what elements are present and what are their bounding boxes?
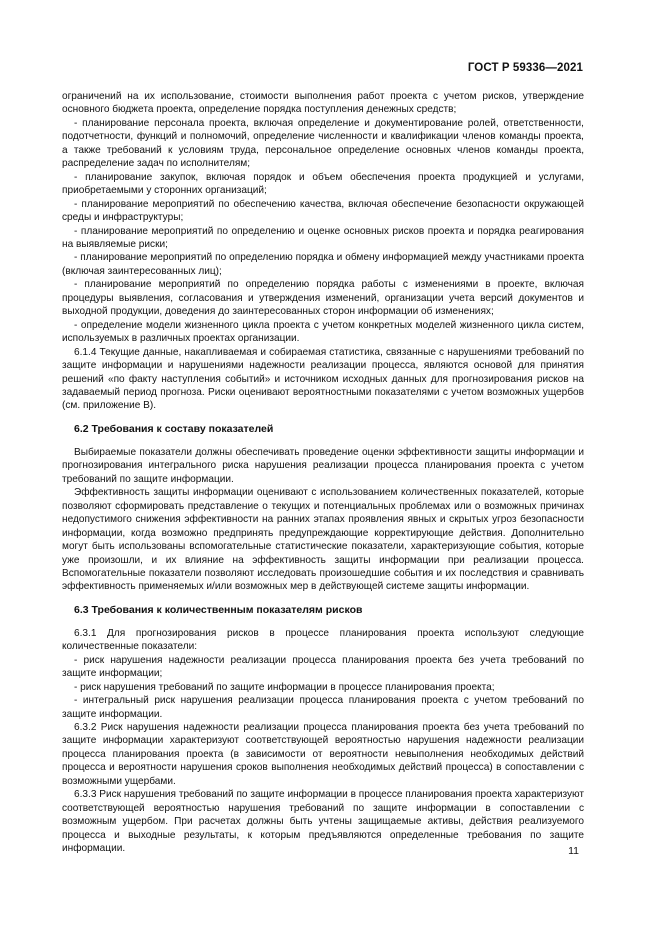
body-paragraph: - планирование мероприятий по определению порядка и обмену информацией между участниками проекта (включая заинтересованных лиц); [62,252,584,277]
body-paragraph: - определение модели жизненного цикла проекта с учетом конкретных моделей жизненного цикла систем, используемых в различных проектах организации. [62,319,584,345]
page-number: 11 [568,845,579,857]
body-paragraph: 6.3.1 Для прогнозирования рисков в процессе планирования проекта используют следующие количественные показатели: [62,627,584,653]
body-paragraph: - планирование закупок, включая порядок и объем обеспечения проекта продукцией и услугами, приобретаемыми у сторонних организаций; [62,171,584,197]
section-heading: 6.2 Требования к составу показателей [74,422,274,435]
body-paragraph: - планирование мероприятий по обеспечению качества, включая обеспечение безопасности окружающей среды и инфраструктуры; [62,198,584,224]
document-header: ГОСТ Р 59336—2021 [467,62,583,74]
body-paragraph: - риск нарушения надежности реализации процесса планирования проекта без учета требований по защите информации; [62,654,584,680]
body-paragraph: 6.3.3 Риск нарушения требований по защите информации в процессе планирования проекта характеризуют соответствующей вероятностью нарушения требований по защите информации в сопоставлении с возможным ущербом. При расчетах должны быть учтены защищаемые активы, действия реализуемого процесса и выходные результаты, к которым предъявляются определенные требования по защите информации. [62,789,585,855]
body-paragraph: Выбираемые показатели должны обеспечивать проведение оценки эффективности защиты информации и прогнозирования интегрального риска нарушения реализации процесса планирования проекта с учетом требований по защите информации. [62,446,584,485]
body-paragraph: - интегральный риск нарушения реализации процесса планирования проекта с учетом требований по защите информации. [62,695,584,720]
body-paragraph: - риск нарушения требований по защите информации в процессе планирования проекта; [74,681,495,693]
body-paragraph: - планирование персонала проекта, включая определение и документирование ролей, ответственности, подотчетности, функций и полномочий, определение численности и квалификации членов команды проекта, а также требований к условиям труда, персональное определение основных членов команды проекта, распределение задач по исполнителям; [62,117,584,170]
body-paragraph: 6.3.2 Риск нарушения надежности реализации процесса планирования проекта без учета требований по защите информации характеризуют соответствующей вероятностью нарушения надежности реализации процесса планирования проекта (в зависимости от вероятности невыполнения необходимых действий процесса и вероятности нарушения сроков выполнения необходимых действий процесса) в сопоставлении с возможными ущербами. [62,722,584,787]
body-paragraph: - планирование мероприятий по определению порядка работы с изменениями в проекте, включая процедуры выявления, согласования и утверждения изменений, организации учета версий документов и выходной продукции, доведения до заинтересованных сторон информации об изменениях; [62,279,584,318]
body-paragraph: 6.1.4 Текущие данные, накапливаемая и собираемая статистика, связанные с нарушениями требований по защите информации и нарушениями надежности реализации процесса, являются основой для принятия решений «по факту наступления событий» и источником исходных данных для прогнозирования рисков на задаваемый период прогноза. Риски оценивают вероятностными показателями с учетом возможных ущербов (см. приложение В). [62,346,584,412]
document-body [62,90,584,856]
section-heading: 6.3 Требования к количественным показателям рисков [74,603,363,616]
body-paragraph: Эффективность защиты информации оценивают с использованием количественных показателей, которые позволяют сформировать представление о текущих и потенциальных проблемах или о возможных причинах недопустимого снижения эффективности на ранних этапах проявления явных и скрытых угроз безопасности информации, когда возможно предпринять предупреждающие корректирующие действия. Дополнительно могут быть использованы вспомогательные статистические показатели, характеризующие события, которые уже произошли, и их влияние на эффективность защиты информации при реализации процесса. Вспомогательные показатели позволяют исследовать произошедшие события и их последствия и сравнивать эффективность применяемых и/или возможных мер в действующей системе защиты информации. [62,487,584,593]
body-paragraph: ограничений на их использование, стоимости выполнения работ проекта с учетом рисков, утверждение основного бюджета проекта, определение порядка поступления денежных средств; [62,91,584,116]
body-paragraph: - планирование мероприятий по определению и оценке основных рисков проекта и порядка реагирования на выявляемые риски; [62,225,584,250]
